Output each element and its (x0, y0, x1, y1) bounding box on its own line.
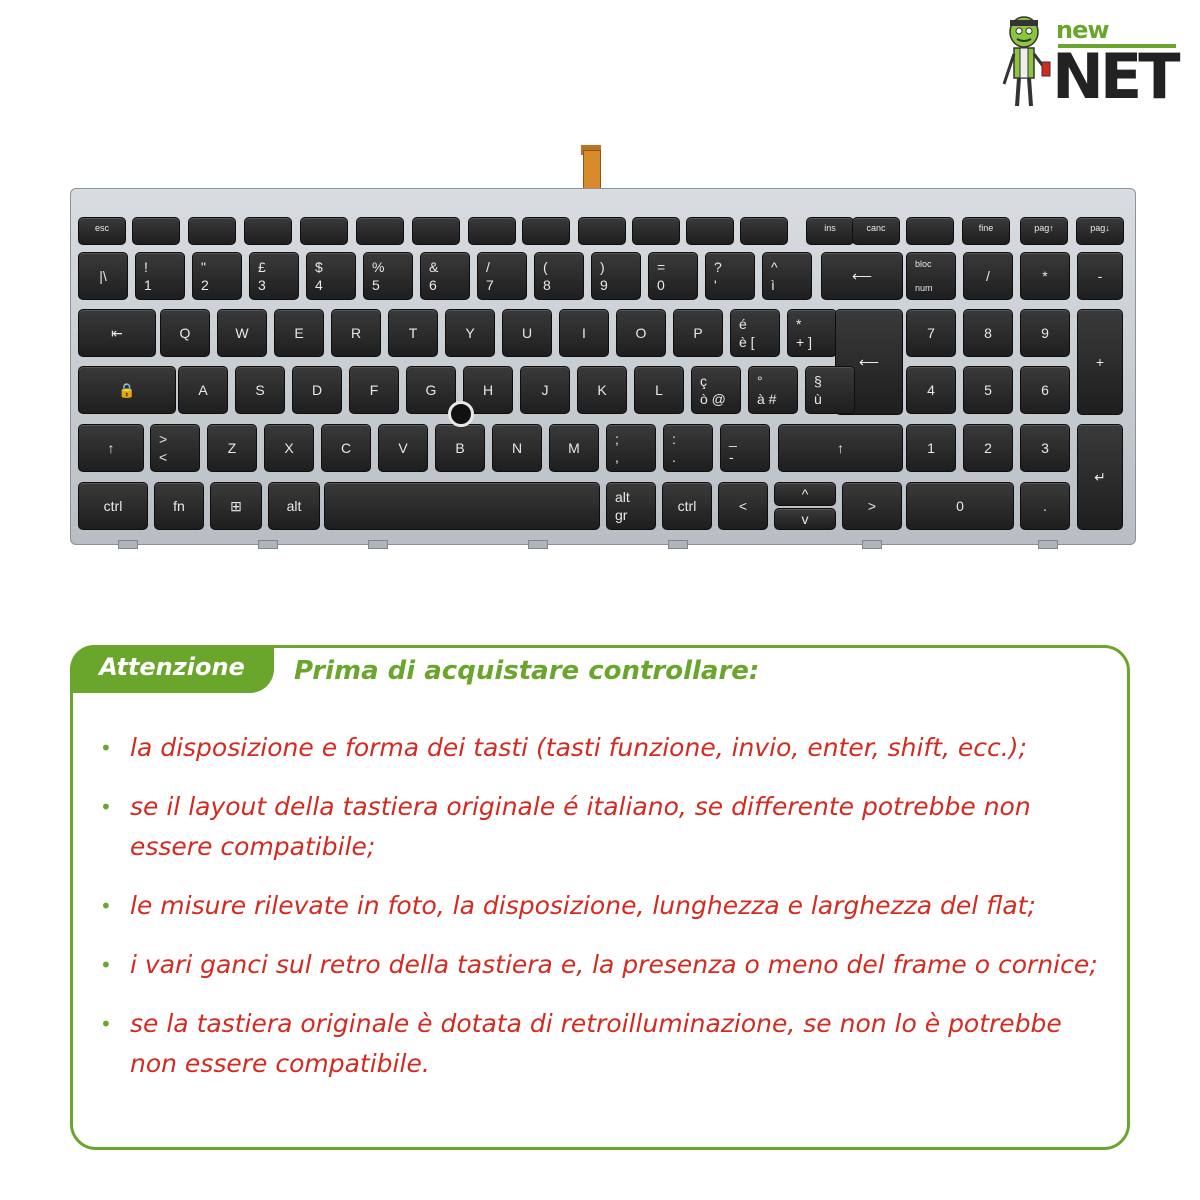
bullet-icon: • (100, 736, 112, 760)
keyboard-key: 7 (906, 309, 956, 357)
keyboard-key: ^ ì (762, 252, 812, 300)
mascot-icon (998, 14, 1058, 110)
mounting-tab (668, 540, 688, 549)
keyboard-key: * (1020, 252, 1070, 300)
keyboard-key: esc (78, 217, 126, 245)
keyboard-key: ç ò @ (691, 366, 741, 414)
keyboard-key: O (616, 309, 666, 357)
keyboard-key (300, 217, 348, 245)
mounting-tab (528, 540, 548, 549)
keyboard-key: 0 (906, 482, 1014, 530)
logo-net-text: NET (1052, 40, 1177, 113)
keyboard-key: v (774, 508, 836, 530)
keyboard-key: 🔒 (78, 366, 176, 414)
keyboard-key: fine (962, 217, 1010, 245)
pointing-stick (448, 401, 474, 427)
list-item: • la disposizione e forma dei tasti (tasti funzione, invio, enter, shift, ecc.); (100, 728, 1110, 768)
mounting-tab (862, 540, 882, 549)
keyboard-key: > (842, 482, 902, 530)
keyboard-key: " 2 (192, 252, 242, 300)
keyboard-key: 5 (963, 366, 1013, 414)
keyboard-key: ! 1 (135, 252, 185, 300)
keyboard-key (244, 217, 292, 245)
keyboard-key (324, 482, 600, 530)
keyboard-key: Q (160, 309, 210, 357)
keyboard-key (188, 217, 236, 245)
keyboard-key: $ 4 (306, 252, 356, 300)
keyboard-key: J (520, 366, 570, 414)
mounting-tab (1038, 540, 1058, 549)
keyboard-key: ⟵ (821, 252, 903, 300)
keyboard-key: B (435, 424, 485, 472)
keyboard-key (522, 217, 570, 245)
keyboard-key: 4 (906, 366, 956, 414)
keyboard-key: ? ' (705, 252, 755, 300)
keyboard-key: |\ (78, 252, 128, 300)
keyboard-key: ; , (606, 424, 656, 472)
bullet-icon: • (100, 894, 112, 918)
keyboard-key: bloc num (906, 252, 956, 300)
keyboard-key: ins (806, 217, 854, 245)
keyboard-key: + (1077, 309, 1123, 415)
keyboard-key: K (577, 366, 627, 414)
keyboard-key (740, 217, 788, 245)
keyboard-key: é è [ (730, 309, 780, 357)
keyboard-key: ° à # (748, 366, 798, 414)
list-item: • se il layout della tastiera originale é italiano, se differente potrebbe non essere compatibile; (100, 787, 1110, 867)
keyboard-key: X (264, 424, 314, 472)
keyboard-key: ^ (774, 482, 836, 506)
keyboard-key: G (406, 366, 456, 414)
keyboard-key: fn (154, 482, 204, 530)
keyboard-key (356, 217, 404, 245)
keyboard-key (632, 217, 680, 245)
mounting-tab (118, 540, 138, 549)
keyboard-key: ⟵ (835, 309, 903, 415)
keyboard-key: F (349, 366, 399, 414)
keyboard-key: I (559, 309, 609, 357)
list-item: • le misure rilevate in foto, la disposizione, lunghezza e larghezza del flat; (100, 886, 1110, 926)
keyboard-key: A (178, 366, 228, 414)
keyboard-key: 2 (963, 424, 1013, 472)
keyboard-key: U (502, 309, 552, 357)
notice-tag (70, 645, 274, 693)
keyboard-key: ( 8 (534, 252, 584, 300)
keyboard-key (906, 217, 954, 245)
keyboard-key (686, 217, 734, 245)
keyboard-key: - (1077, 252, 1123, 300)
keyboard-key: W (217, 309, 267, 357)
notice-heading: Prima di acquistare controllare: (294, 656, 760, 686)
keyboard-key: / (963, 252, 1013, 300)
keyboard-key: ↵ (1077, 424, 1123, 530)
keyboard-key: N (492, 424, 542, 472)
keyboard-key: S (235, 366, 285, 414)
keyboard-key: E (274, 309, 324, 357)
notice-list (100, 728, 1110, 1103)
keyboard-key: Y (445, 309, 495, 357)
keyboard-key: 6 (1020, 366, 1070, 414)
keyboard-key: 3 (1020, 424, 1070, 472)
keyboard-key (468, 217, 516, 245)
keyboard-key: C (321, 424, 371, 472)
keyboard-key: alt (268, 482, 320, 530)
keyboard-key: * + ] (787, 309, 837, 357)
logo-new-text: new (1056, 16, 1109, 44)
keyboard-key: ⊞ (210, 482, 262, 530)
keyboard-key: 1 (906, 424, 956, 472)
keyboard-key: pag↑ (1020, 217, 1068, 245)
keyboard-key: ctrl (662, 482, 712, 530)
keyboard-key: canc (852, 217, 900, 245)
list-item: • i vari ganci sul retro della tastiera e, la presenza o meno del frame o cornice; (100, 945, 1110, 985)
keyboard-key: § ù (805, 366, 855, 414)
keyboard-key: < (718, 482, 768, 530)
notice-tag-text: Attenzione (99, 653, 245, 681)
keyboard-key (132, 217, 180, 245)
mounting-tab (258, 540, 278, 549)
keyboard-key: P (673, 309, 723, 357)
list-item: • se la tastiera originale è dotata di retroilluminazione, se non lo è potrebbe non essere compatibile. (100, 1004, 1110, 1084)
keyboard-key (578, 217, 626, 245)
bullet-icon: • (100, 795, 112, 819)
keyboard-key: pag↓ (1076, 217, 1124, 245)
brand-logo (998, 14, 1180, 113)
keyboard-key: R (331, 309, 381, 357)
keyboard-key: T (388, 309, 438, 357)
keyboard-key: 8 (963, 309, 1013, 357)
keyboard-key: ↑ (778, 424, 903, 472)
keyboard-key: M (549, 424, 599, 472)
keyboard-key: V (378, 424, 428, 472)
keyboard-key: H (463, 366, 513, 414)
keyboard-key: = 0 (648, 252, 698, 300)
keyboard-key: 9 (1020, 309, 1070, 357)
keyboard-key: > < (150, 424, 200, 472)
keyboard-key: alt gr (606, 482, 656, 530)
bullet-icon: • (100, 1012, 112, 1036)
keyboard-key: £ 3 (249, 252, 299, 300)
keyboard-key: L (634, 366, 684, 414)
keyboard-key: ⇤ (78, 309, 156, 357)
keyboard-key: . (1020, 482, 1070, 530)
keyboard-key: : . (663, 424, 713, 472)
keyboard-key (412, 217, 460, 245)
keyboard-key: ↑ (78, 424, 144, 472)
keyboard-key: % 5 (363, 252, 413, 300)
mounting-tab (368, 540, 388, 549)
keyboard-key: / 7 (477, 252, 527, 300)
flat-cable (583, 150, 601, 192)
keyboard-key: ctrl (78, 482, 148, 530)
keyboard-key: D (292, 366, 342, 414)
keyboard-key: ) 9 (591, 252, 641, 300)
keyboard-key: _ - (720, 424, 770, 472)
keyboard-key: & 6 (420, 252, 470, 300)
bullet-icon: • (100, 953, 112, 977)
keyboard-key: Z (207, 424, 257, 472)
